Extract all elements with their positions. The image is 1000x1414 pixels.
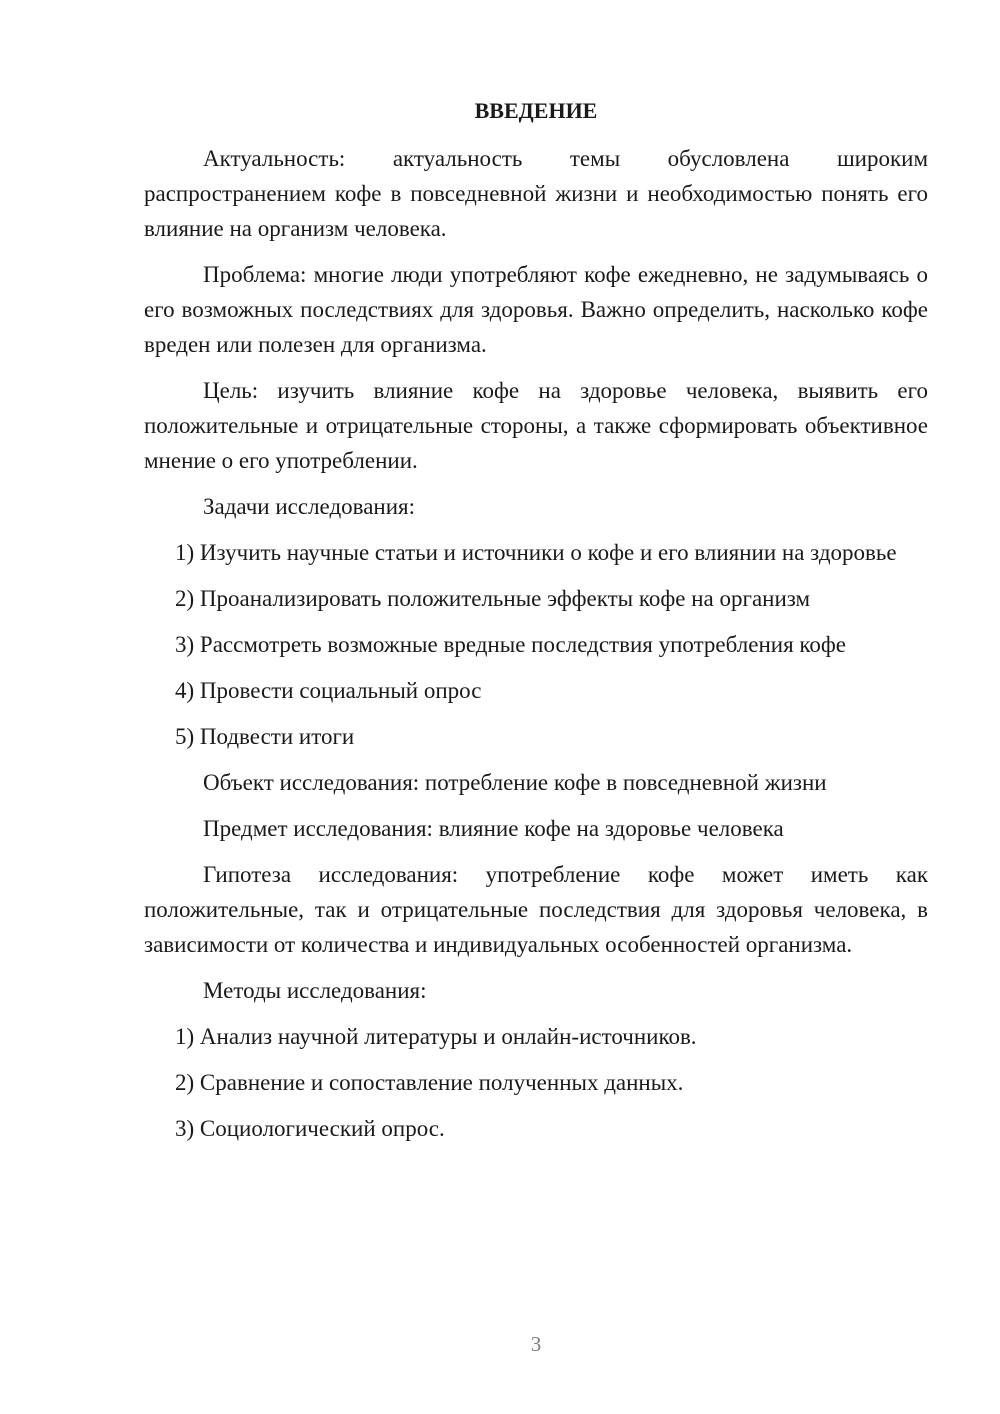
task-item-1: 1) Изучить научные статьи и источники о кофе и его влиянии на здоровье — [175, 540, 897, 565]
research-object: Объект исследования: потребление кофе в повседневной жизни — [203, 770, 827, 795]
method-item-3: 3) Социологический опрос. — [175, 1116, 445, 1141]
method-item-2: 2) Сравнение и сопоставление полученных данных. — [175, 1070, 684, 1095]
page-content — [144, 94, 928, 1157]
problem-paragraph: Проблема: многие люди употребляют кофе ежедневно, не задумываясь о его возможных последствиях для здоровья. Важно определить, насколько кофе вреден или полезен для организма. — [144, 262, 928, 357]
goal-paragraph: Цель: изучить влияние кофе на здоровье человека, выявить его положительные и отрицательные стороны, а также сформировать объективное мнение о его употреблении. — [144, 378, 928, 473]
method-item-1: 1) Анализ научной литературы и онлайн-источников. — [175, 1024, 697, 1049]
task-item-5: 5) Подвести итоги — [175, 724, 355, 749]
tasks-heading: Задачи исследования: — [203, 494, 416, 519]
research-subject: Предмет исследования: влияние кофе на здоровье человека — [203, 816, 784, 841]
methods-heading: Методы исследования: — [203, 978, 427, 1003]
page-number: 3 — [530, 1332, 542, 1356]
hypothesis-paragraph: Гипотеза исследования: употребление кофе может иметь как положительные, так и отрицательные последствия для здоровья человека, в зависимости от количества и индивидуальных особенностей организма. — [144, 862, 928, 957]
section-title: ВВЕДЕНИЕ — [474, 98, 598, 123]
task-item-3: 3) Рассмотреть возможные вредные последствия употребления кофе — [175, 632, 847, 657]
relevance-paragraph: Актуальность: актуальность темы обусловлена широким распространением кофе в повседневной жизни и необходимостью понять его влияние на организм человека. — [144, 146, 928, 241]
task-item-4: 4) Провести социальный опрос — [175, 678, 482, 703]
task-item-2: 2) Проанализировать положительные эффекты кофе на организм — [175, 586, 811, 611]
